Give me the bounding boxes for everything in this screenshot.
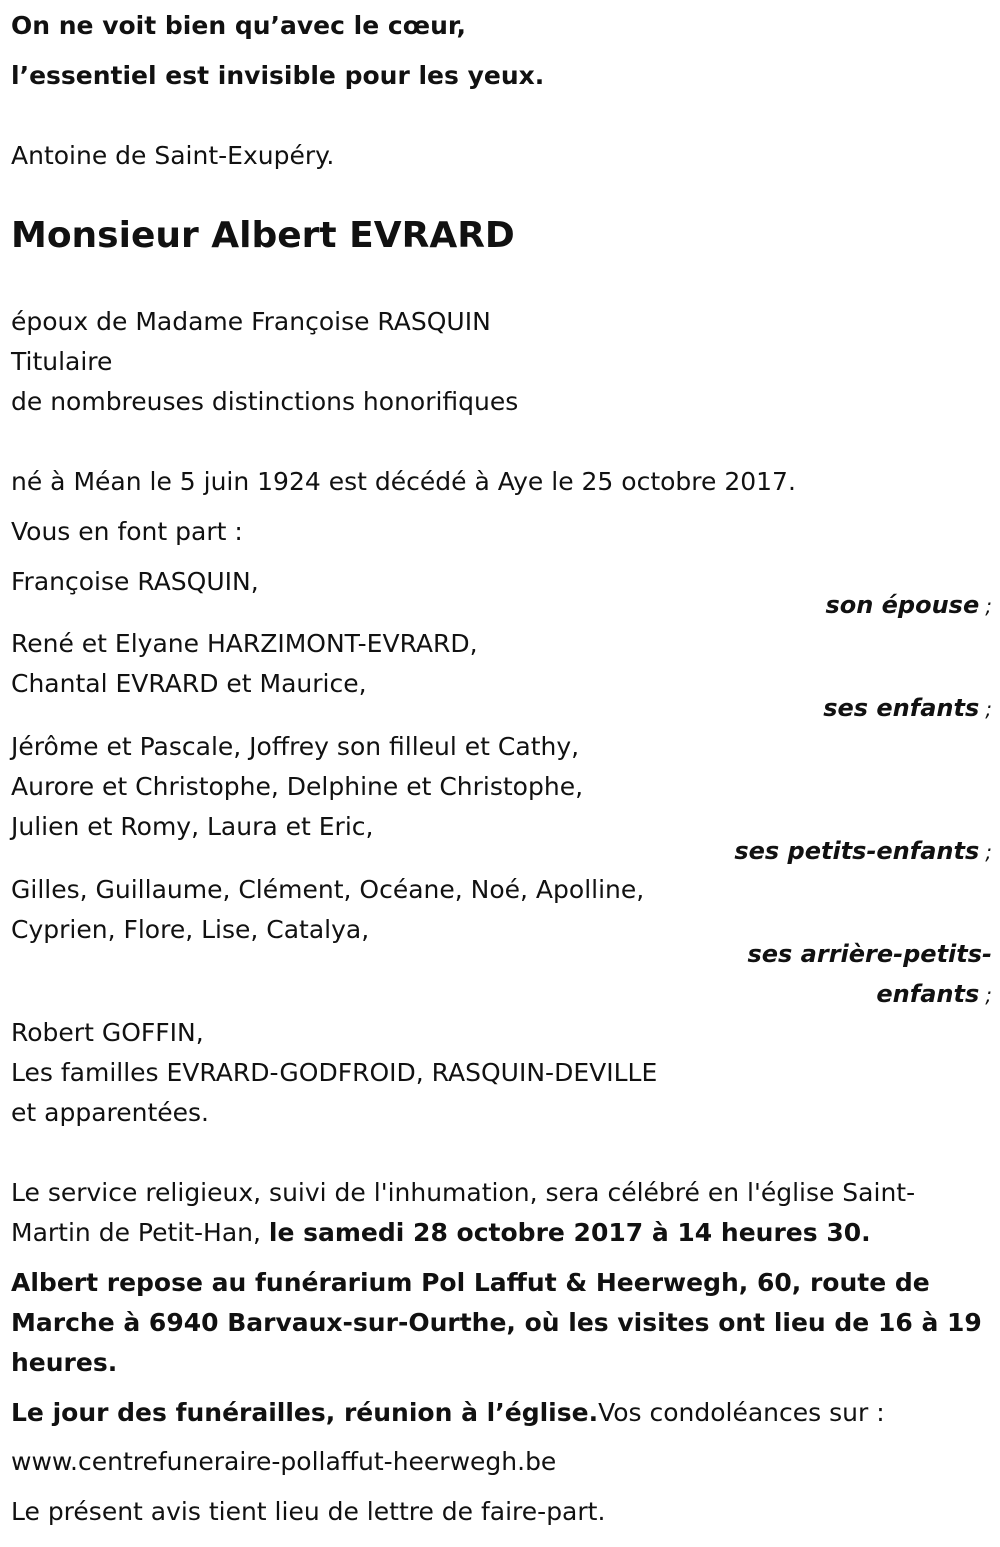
- family-other-1: Robert GOFFIN,: [11, 1018, 204, 1047]
- repose-line-2: Marche à 6940 Barvaux-sur-Ourthe, où les visites ont lieu de 16 à 19: [11, 1308, 982, 1337]
- quote-line-2: l’essentiel est invisible pour les yeux.: [11, 61, 545, 90]
- family-great-grandchildren-role-1: [747, 934, 992, 974]
- service-line-1: Le service religieux, suivi de l'inhumation, sera célébré en l'église Saint-: [11, 1178, 916, 1207]
- family-child-2: Chantal EVRARD et Maurice,: [11, 669, 367, 698]
- condolences-text: Vos condoléances sur :: [598, 1398, 885, 1427]
- reunion-line: [11, 1393, 992, 1433]
- family-grandchildren-2: Aurore et Christophe, Delphine et Christophe,: [11, 772, 584, 801]
- repose-line-3: heures.: [11, 1348, 118, 1377]
- title-line-1: Titulaire: [11, 347, 113, 376]
- spouse-line: époux de Madame Françoise RASQUIN: [11, 307, 491, 336]
- family-child-1: René et Elyane HARZIMONT-EVRARD,: [11, 629, 478, 658]
- service-line-2: [11, 1213, 992, 1253]
- reunion-text: Le jour des funérailles, réunion à l’église.: [11, 1398, 599, 1427]
- role-separator: ;: [985, 840, 992, 864]
- family-grandchildren-role: [734, 831, 992, 872]
- role-label: ses arrière-petits-: [747, 940, 992, 968]
- repose-line-1: Albert repose au funérarium Pol Laffut & Heerwegh, 60, route de: [11, 1268, 930, 1297]
- announcement-intro: Vous en font part :: [11, 517, 243, 546]
- deceased-name: Monsieur Albert EVRARD: [11, 215, 515, 256]
- title-line-2: de nombreuses distinctions honorifiques: [11, 387, 519, 416]
- family-spouse-role: [825, 585, 992, 626]
- service-datetime: le samedi 28 octobre 2017 à 14 heures 30.: [268, 1218, 871, 1247]
- family-spouse-name: Françoise RASQUIN,: [11, 567, 259, 596]
- family-great-grandchildren-2: Cyprien, Flore, Lise, Catalya,: [11, 915, 370, 944]
- role-separator: ;: [985, 983, 992, 1007]
- family-other-3: et apparentées.: [11, 1098, 209, 1127]
- role-separator: ;: [985, 594, 992, 618]
- role-label: ses petits-enfants: [734, 837, 980, 865]
- role-label: enfants: [876, 980, 980, 1008]
- service-location: Martin de Petit-Han,: [11, 1218, 269, 1247]
- role-label: son épouse: [825, 591, 980, 619]
- family-children-role: [823, 688, 992, 729]
- role-label: ses enfants: [823, 694, 980, 722]
- family-grandchildren-3: Julien et Romy, Laura et Eric,: [11, 812, 374, 841]
- birth-death-dates: né à Méan le 5 juin 1924 est décédé à Aye le 25 octobre 2017.: [11, 467, 796, 496]
- closing-note: Le présent avis tient lieu de lettre de faire-part.: [11, 1497, 606, 1526]
- family-great-grandchildren-1: Gilles, Guillaume, Clément, Océane, Noé, Apolline,: [11, 875, 645, 904]
- quote-line-1: On ne voit bien qu’avec le cœur,: [11, 11, 467, 40]
- family-great-grandchildren-role-2: [876, 974, 992, 1015]
- family-grandchildren-1: Jérôme et Pascale, Joffrey son filleul et Cathy,: [11, 732, 580, 761]
- family-other-2: Les familles EVRARD-GODFROID, RASQUIN-DEVILLE: [11, 1058, 658, 1087]
- condolences-website[interactable]: www.centrefuneraire-pollaffut-heerwegh.be: [11, 1447, 557, 1476]
- role-separator: ;: [985, 697, 992, 721]
- quote-author: Antoine de Saint-Exupéry.: [11, 141, 335, 170]
